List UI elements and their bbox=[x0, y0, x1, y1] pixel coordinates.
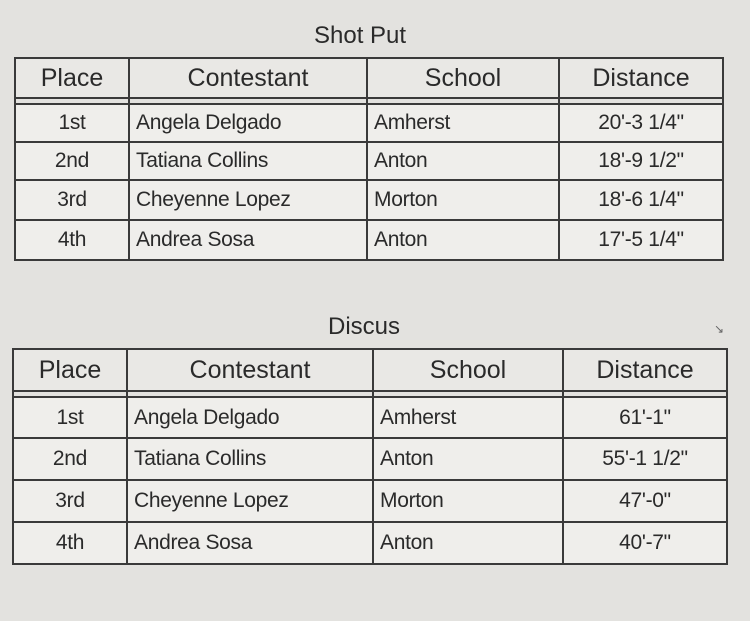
header-distance: Distance bbox=[559, 58, 723, 98]
contestant-cell: Angela Delgado bbox=[129, 104, 367, 142]
place-cell: 1st bbox=[13, 397, 127, 438]
contestant-cell: Angela Delgado bbox=[127, 397, 373, 438]
school-cell: Morton bbox=[367, 180, 559, 220]
header-contestant: Contestant bbox=[129, 58, 367, 98]
school-cell: Morton bbox=[373, 480, 563, 522]
school-cell: Amherst bbox=[373, 397, 563, 438]
place-cell: 3rd bbox=[15, 180, 129, 220]
shot-put-table bbox=[14, 57, 724, 261]
distance-cell: 17'-5 1/4" bbox=[559, 220, 723, 260]
place-cell: 1st bbox=[15, 104, 129, 142]
shot-put-caption: Shot Put bbox=[314, 22, 407, 49]
contestant-cell: Tatiana Collins bbox=[127, 438, 373, 480]
table-row bbox=[13, 438, 727, 480]
stray-mark: ↘ bbox=[714, 322, 725, 336]
table-row bbox=[13, 522, 727, 564]
header-contestant: Contestant bbox=[127, 349, 373, 391]
distance-cell: 47'-0" bbox=[563, 480, 727, 522]
header-school: School bbox=[367, 58, 559, 98]
table-row bbox=[15, 180, 723, 220]
school-cell: Amherst bbox=[367, 104, 559, 142]
place-cell: 2nd bbox=[15, 142, 129, 180]
distance-cell: 18'-9 1/2" bbox=[559, 142, 723, 180]
distance-cell: 40'-7" bbox=[563, 522, 727, 564]
contestant-cell: Andrea Sosa bbox=[129, 220, 367, 260]
place-cell: 2nd bbox=[13, 438, 127, 480]
place-cell: 3rd bbox=[13, 480, 127, 522]
table-row bbox=[15, 142, 723, 180]
table-row bbox=[15, 104, 723, 142]
place-cell: 4th bbox=[13, 522, 127, 564]
table-header-row bbox=[15, 58, 723, 98]
contestant-cell: Cheyenne Lopez bbox=[127, 480, 373, 522]
table-row bbox=[13, 480, 727, 522]
distance-cell: 55'-1 1/2" bbox=[563, 438, 727, 480]
school-cell: Anton bbox=[367, 220, 559, 260]
distance-cell: 61'-1" bbox=[563, 397, 727, 438]
distance-cell: 18'-6 1/4" bbox=[559, 180, 723, 220]
header-place: Place bbox=[13, 349, 127, 391]
header-distance: Distance bbox=[563, 349, 727, 391]
table-header-row bbox=[13, 349, 727, 391]
contestant-cell: Cheyenne Lopez bbox=[129, 180, 367, 220]
contestant-cell: Andrea Sosa bbox=[127, 522, 373, 564]
table-row bbox=[15, 220, 723, 260]
school-cell: Anton bbox=[367, 142, 559, 180]
table-row bbox=[13, 397, 727, 438]
discus-table bbox=[12, 348, 728, 565]
contestant-cell: Tatiana Collins bbox=[129, 142, 367, 180]
school-cell: Anton bbox=[373, 522, 563, 564]
header-place: Place bbox=[15, 58, 129, 98]
school-cell: Anton bbox=[373, 438, 563, 480]
header-school: School bbox=[373, 349, 563, 391]
place-cell: 4th bbox=[15, 220, 129, 260]
discus-caption: Discus bbox=[328, 313, 401, 340]
distance-cell: 20'-3 1/4" bbox=[559, 104, 723, 142]
